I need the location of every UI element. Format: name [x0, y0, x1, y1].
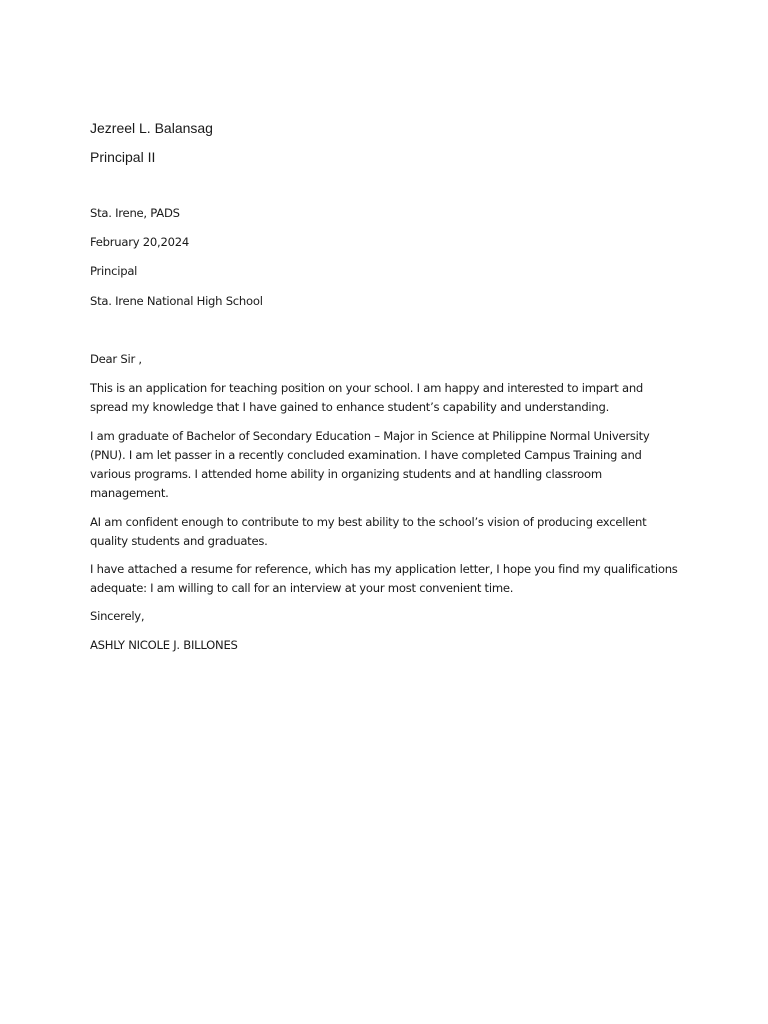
signature-name: ASHLY NICOLE J. BILLONES	[90, 638, 238, 652]
letter-date: February 20,2024	[90, 235, 190, 249]
paragraph-line: I am graduate of Bachelor of Secondary Education – Major in Science at Philippine Normal University	[90, 429, 650, 443]
paragraph-line: management.	[90, 486, 169, 500]
paragraph-resume	[90, 560, 690, 598]
paragraph-intro	[90, 379, 690, 417]
recipient-location: Sta. Irene, PADS	[90, 206, 180, 220]
paragraph-vision	[90, 513, 690, 551]
sender-name: Jezreel L. Balansag	[90, 120, 213, 136]
sender-title: Principal II	[90, 149, 156, 165]
salutation: Dear Sir ,	[90, 352, 142, 366]
paragraph-line: quality students and graduates.	[90, 534, 268, 548]
paragraph-line: spread my knowledge that I have gained to enhance student’s capability and understanding.	[90, 400, 610, 414]
recipient-position: Principal	[90, 264, 138, 278]
paragraph-education	[90, 427, 690, 503]
paragraph-line: AI am confident enough to contribute to my best ability to the school’s vision of producing excellent	[90, 515, 647, 529]
recipient-school: Sta. Irene National High School	[90, 294, 263, 308]
paragraph-line: various programs. I attended home ability in organizing students and at handling classroom	[90, 467, 602, 481]
paragraph-line: (PNU). I am let passer in a recently concluded examination. I have completed Campus Training and	[90, 448, 642, 462]
paragraph-line: I have attached a resume for reference, which has my application letter, I hope you find my qualifications	[90, 562, 678, 576]
closing: Sincerely,	[90, 609, 145, 623]
paragraph-line: This is an application for teaching position on your school. I am happy and interested to impart and	[90, 381, 644, 395]
paragraph-line: adequate: I am willing to call for an interview at your most convenient time.	[90, 581, 514, 595]
